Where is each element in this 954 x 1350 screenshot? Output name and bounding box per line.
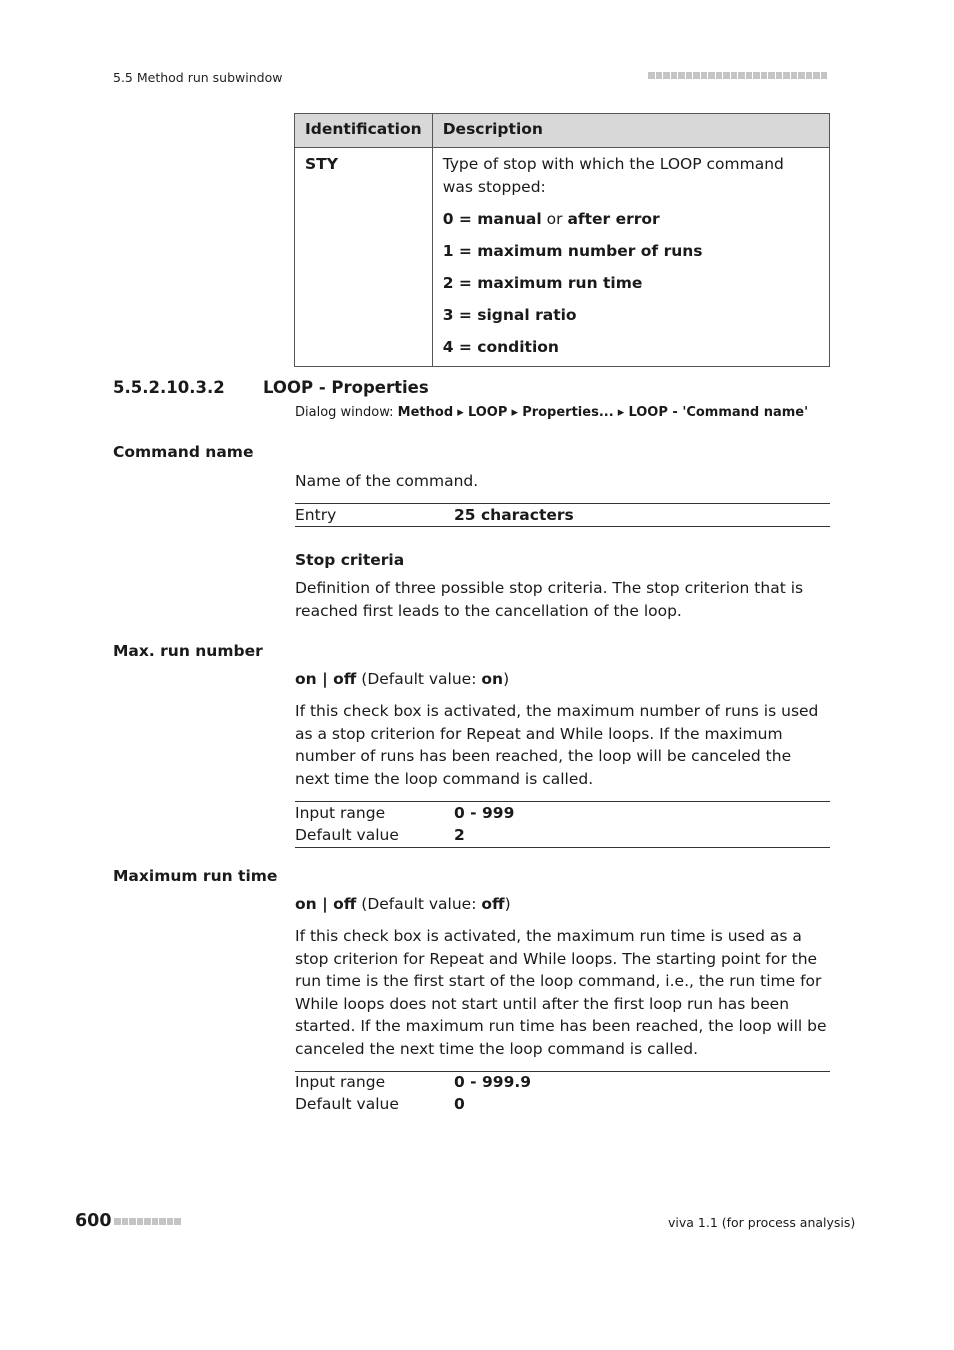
default-value-row [295,1093,830,1115]
entry-row [295,504,830,526]
decoration-square [678,72,685,79]
decoration-square [791,72,798,79]
decoration-square [708,72,715,79]
decoration-square [783,72,790,79]
page-number: 600 [75,1211,112,1231]
section-title: LOOP - Properties [263,378,429,397]
divider [295,847,830,848]
command-name-description: Name of the command. [295,472,479,490]
default-setting: off [481,895,505,913]
stop-type-option-4: 4 = condition [442,338,559,356]
decoration-square [723,72,730,79]
column-header-description: Description [432,114,829,148]
decoration-square [768,72,775,79]
decoration-square [129,1218,136,1225]
decoration-square [821,72,828,79]
decoration-square [137,1218,144,1225]
decoration-square [761,72,768,79]
decoration-square [174,1218,181,1225]
max-run-time-options: on | off (Default value: off) [295,895,511,913]
stop-type-option-0: 0 = manual or after error [442,210,660,228]
decoration-square [746,72,753,79]
decoration-square [122,1218,129,1225]
default-value: 0 [454,1095,465,1113]
row-description-cell [432,148,829,367]
term-maximum-run-time: Maximum run time [113,867,278,885]
section-number: 5.5.2.10.3.2 [113,378,225,397]
decoration-square [656,72,663,79]
input-range-row [295,802,830,824]
decoration-square [753,72,760,79]
input-range-row [295,1071,830,1093]
default-value: 2 [454,826,465,844]
stop-type-option-3: 3 = signal ratio [442,306,577,324]
running-header-section: 5.5 Method run subwindow [113,70,283,85]
entry-label: Entry [295,506,337,524]
decoration-square [738,72,745,79]
decoration-square [114,1218,121,1225]
default-value-label: Default value [295,826,399,844]
stop-type-option-2: 2 = maximum run time [442,274,643,292]
dialog-path [295,405,808,420]
decoration-square [813,72,820,79]
decoration-square [701,72,708,79]
dialog-path-step: LOOP - 'Command name' [628,405,809,420]
header-decoration-squares [648,72,830,80]
term-command-name: Command name [113,443,254,461]
table-row [295,148,830,367]
decoration-square [776,72,783,79]
stop-type-option-1: 1 = maximum number of runs [442,242,703,260]
decoration-square [648,72,655,79]
entry-value: 25 characters [454,506,574,524]
decoration-square [663,72,670,79]
path-separator-arrow: ▸ [453,405,468,420]
table-header-row [295,114,830,148]
onoff-values: on | off [295,895,357,913]
term-max-run-number: Max. run number [113,642,263,660]
input-range-label: Input range [295,1073,386,1091]
input-range-value: 0 - 999.9 [454,1073,532,1091]
max-run-number-options: on | off (Default value: on) [295,670,510,688]
default-value-row [295,824,830,846]
decoration-square [144,1218,151,1225]
dialog-path-step: Properties... [522,405,614,420]
input-range-label: Input range [295,804,386,822]
default-value-label: Default value [295,1095,399,1113]
max-run-number-description: If this check box is activated, the maximum number of runs is used as a stop criterion for Repeat and While loops. If the maximum number of runs has been reached, the loop will be canceled the next time the loop command is called. [295,702,819,788]
decoration-square [806,72,813,79]
identification-table [294,113,830,367]
dialog-path-step: Method [397,405,454,420]
decoration-square [686,72,693,79]
dialog-path-prefix: Dialog window: [295,405,398,420]
decoration-square [716,72,723,79]
decoration-square [798,72,805,79]
input-range-value: 0 - 999 [454,804,515,822]
decoration-square [731,72,738,79]
decoration-square [152,1218,159,1225]
decoration-square [159,1218,166,1225]
decoration-square [167,1218,174,1225]
product-name: viva 1.1 (for process analysis) [668,1215,856,1230]
row-description: Type of stop with which the LOOP command was stopped: [442,155,784,196]
footer-decoration-squares [114,1218,182,1226]
path-separator-arrow: ▸ [507,405,523,420]
column-header-identification: Identification [295,114,433,148]
default-setting: on [481,670,504,688]
dialog-path-step: LOOP [467,405,508,420]
onoff-values: on | off [295,670,357,688]
decoration-square [693,72,700,79]
stop-criteria-description: Definition of three possible stop criteria. The stop criterion that is reached first leads to the cancellation of the loop. [295,579,804,620]
row-identification: STY [295,148,433,367]
divider [295,526,830,527]
path-separator-arrow: ▸ [613,405,629,420]
max-run-time-description: If this check box is activated, the maximum run time is used as a stop criterion for Repeat and While loops. The starting point for the run time is the first start of the loop command, i.e., the run time for While loops does not start until after the first loop run has been started. If the maximum run time has been reached, the loop will be canceled the next time the loop command is called. [295,927,827,1058]
stop-criteria-heading: Stop criteria [295,551,405,569]
decoration-square [671,72,678,79]
